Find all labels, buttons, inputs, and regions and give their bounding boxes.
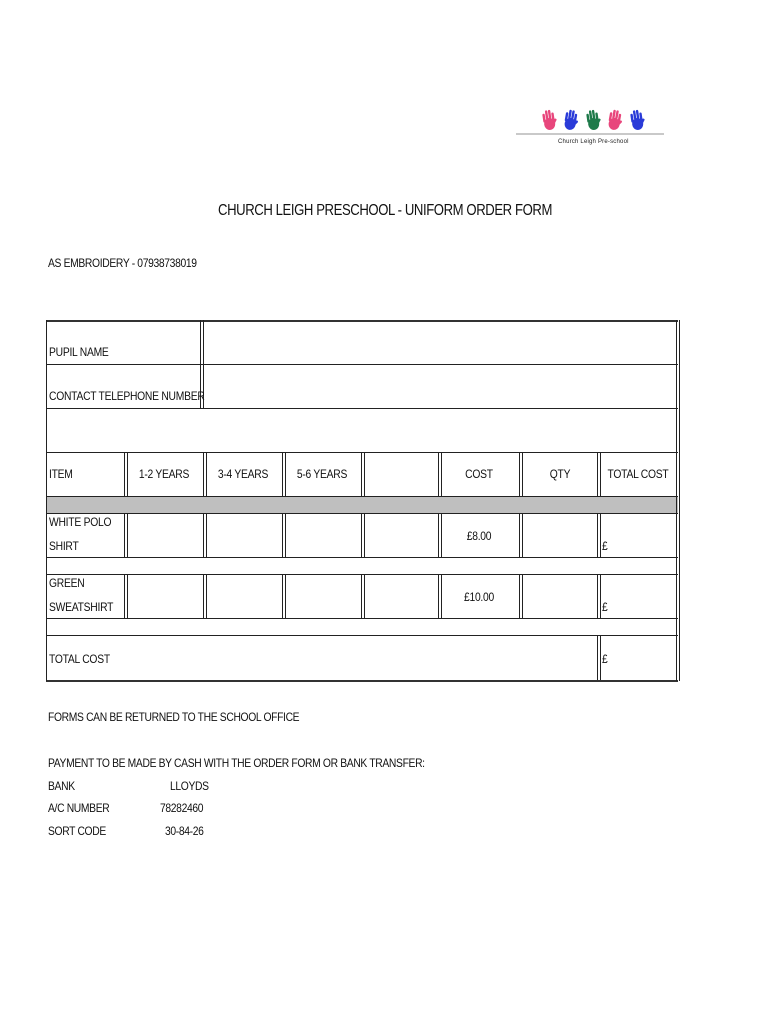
table-rule	[597, 452, 601, 497]
table-rule	[438, 513, 442, 558]
sort-code-label: SORT CODE	[48, 824, 106, 838]
table-rule	[361, 513, 365, 558]
pupil-name-label: PUPIL NAME	[49, 345, 109, 359]
table-rule	[46, 320, 47, 681]
header-1-2-years: 1-2 YEARS	[138, 467, 190, 481]
table-rule	[597, 635, 601, 680]
qty-field[interactable]	[522, 515, 596, 556]
table-rule	[676, 320, 680, 681]
pupil-name-field[interactable]	[204, 322, 674, 363]
item-name-line1: WHITE POLO	[49, 515, 112, 529]
contact-telephone-label: CONTACT TELEPHONE NUMBER	[49, 389, 205, 403]
header-gray-band	[47, 497, 678, 513]
qty-field-1-2-years[interactable]	[127, 576, 201, 617]
hand-print-icon	[607, 109, 624, 131]
sort-code-value: 30-84-26	[165, 824, 204, 838]
preschool-logo	[516, 104, 664, 150]
item-cost: £8.00	[466, 529, 492, 543]
table-rule	[124, 452, 128, 497]
header-qty: QTY	[549, 467, 571, 481]
header-5-6-years: 5-6 YEARS	[296, 467, 348, 481]
bank-label: BANK	[48, 779, 75, 793]
table-rule	[46, 364, 678, 365]
header-3-4-years: 3-4 YEARS	[217, 467, 269, 481]
contact-telephone-field[interactable]	[204, 366, 674, 407]
table-rule	[46, 635, 678, 636]
hand-print-icon	[630, 109, 647, 131]
logo-caption: Church Leigh Pre-school	[558, 139, 629, 145]
table-rule	[282, 452, 286, 497]
return-note: FORMS CAN BE RETURNED TO THE SCHOOL OFFICE	[48, 710, 300, 724]
table-rule	[46, 408, 678, 409]
qty-field-3-4-years[interactable]	[206, 576, 280, 617]
table-rule	[361, 452, 365, 497]
table-rule	[361, 574, 365, 619]
item-name-line2: SWEATSHIRT	[49, 600, 114, 614]
payment-note: PAYMENT TO BE MADE BY CASH WITH THE ORDER FORM OR BANK TRANSFER:	[48, 756, 425, 770]
account-number-value: 78282460	[160, 801, 204, 815]
supplier-line: AS EMBROIDERY - 07938738019	[48, 256, 197, 270]
table-rule	[438, 452, 442, 497]
table-rule	[519, 452, 523, 497]
total-cost-symbol: £	[602, 652, 608, 666]
item-cost: £10.00	[463, 590, 495, 604]
item-name-line1: GREEN	[49, 576, 85, 590]
logo-divider	[516, 133, 664, 135]
page-title: CHURCH LEIGH PRESCHOOL - UNIFORM ORDER FORM	[218, 202, 552, 219]
bank-value: LLOYDS	[170, 779, 209, 793]
hand-print-icon	[563, 109, 580, 131]
qty-field-5-6-years[interactable]	[285, 576, 359, 617]
item-total-symbol: £	[602, 539, 608, 553]
qty-field-5-6-years[interactable]	[285, 515, 359, 556]
item-total-symbol: £	[602, 600, 608, 614]
account-number-label: A/C NUMBER	[48, 801, 110, 815]
hand-print-icon	[586, 109, 603, 131]
header-cost: COST	[465, 467, 493, 481]
table-rule	[597, 574, 601, 619]
table-rule	[597, 513, 601, 558]
table-rule	[438, 574, 442, 619]
qty-field-1-2-years[interactable]	[127, 515, 201, 556]
qty-field-3-4-years[interactable]	[206, 515, 280, 556]
item-name-line2: SHIRT	[49, 539, 79, 553]
table-rule	[46, 680, 678, 682]
header-total-cost: TOTAL COST	[607, 467, 669, 481]
hand-print-icon	[542, 109, 559, 131]
header-item: ITEM	[49, 467, 73, 481]
table-rule	[203, 452, 207, 497]
qty-field[interactable]	[522, 576, 596, 617]
hands-logo-icon	[516, 104, 664, 134]
total-cost-label: TOTAL COST	[49, 652, 110, 666]
